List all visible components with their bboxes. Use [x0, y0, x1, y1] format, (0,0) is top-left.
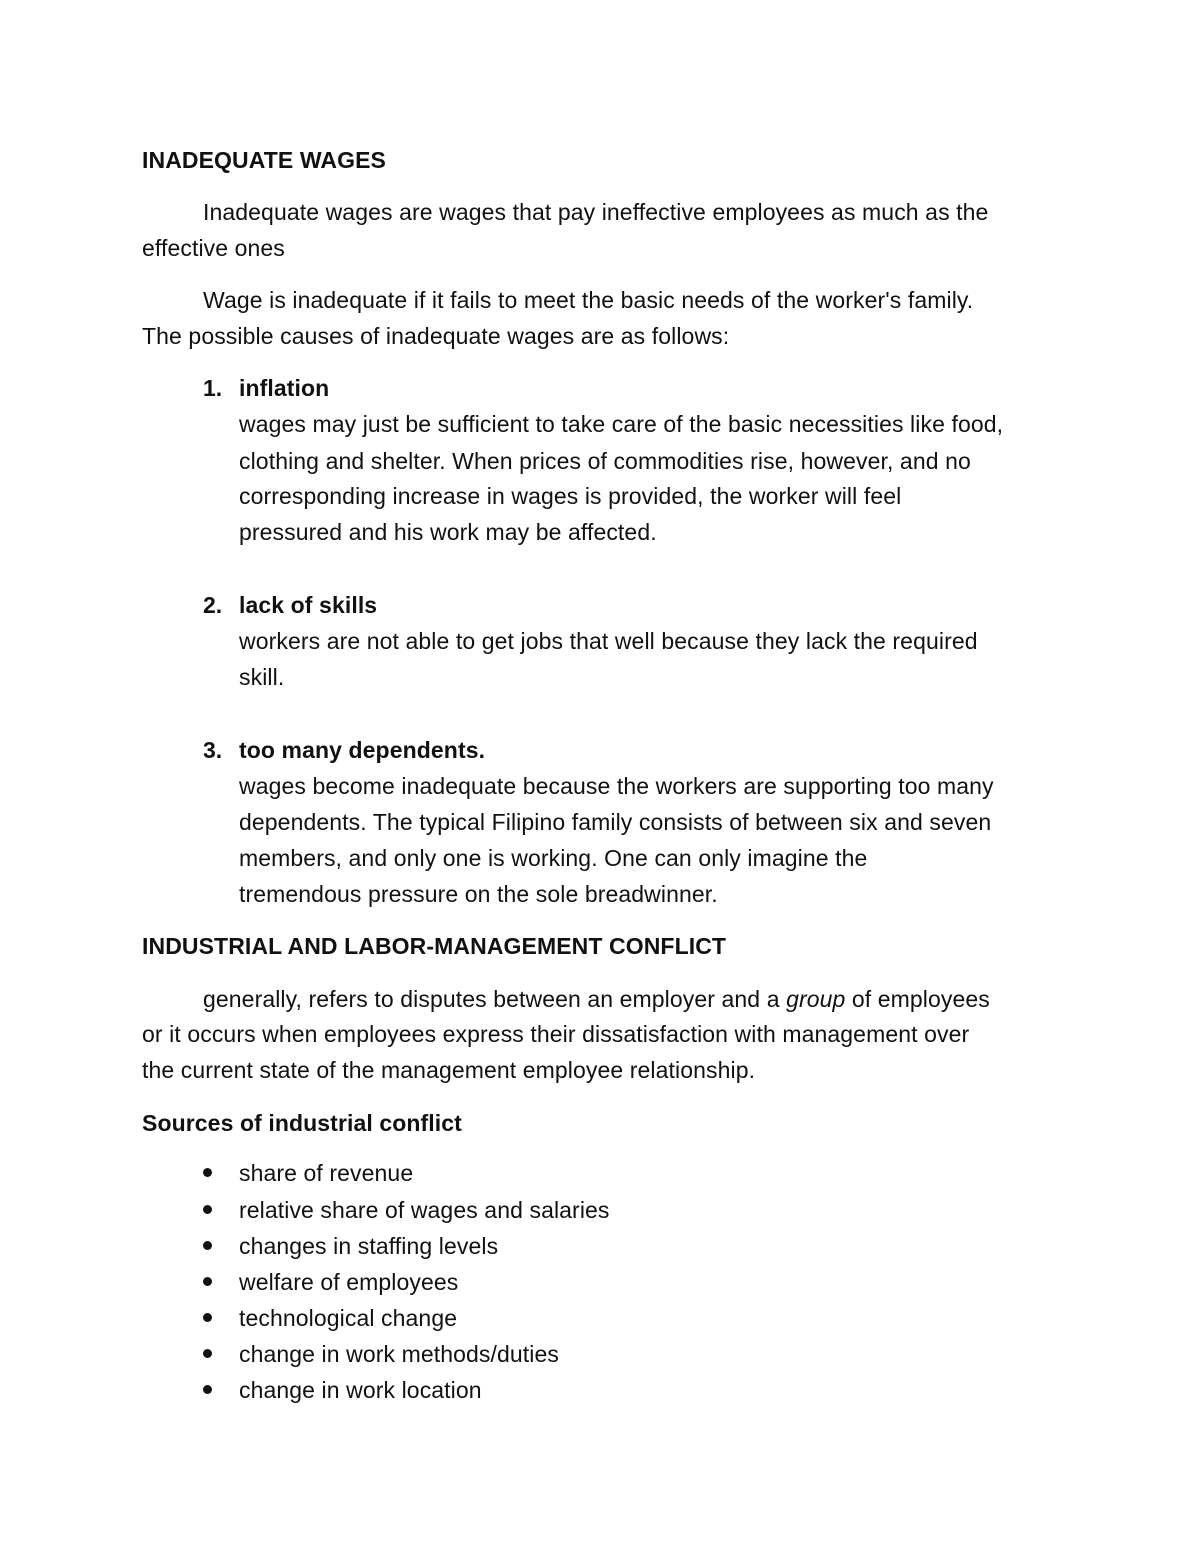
list-number: 2.	[203, 592, 223, 618]
bullet-icon	[203, 1241, 212, 1250]
cause-text-line: dependents. The typical Filipino family consists of between six and seven	[239, 809, 992, 835]
bullet-icon	[203, 1168, 212, 1177]
list-item: welfare of employees	[239, 1269, 459, 1295]
cause-text-line: skill.	[239, 664, 285, 690]
list-item: relative share of wages and salaries	[239, 1197, 610, 1223]
section-heading-inadequate-wages: INADEQUATE WAGES	[142, 147, 386, 173]
cause-text-line: wages may just be sufficient to take care of the basic necessities like food,	[239, 411, 1004, 437]
cause-text-line: wages become inadequate because the workers are supporting too many	[239, 773, 994, 799]
section-heading-industrial-conflict: INDUSTRIAL AND LABOR-MANAGEMENT CONFLICT	[142, 933, 727, 959]
list-number: 3.	[203, 737, 223, 763]
cause-text-line: pressured and his work may be affected.	[239, 519, 657, 545]
bullet-icon	[203, 1313, 212, 1322]
paragraph-line	[203, 984, 990, 1014]
list-item: change in work location	[239, 1377, 482, 1403]
list-item: share of revenue	[239, 1160, 414, 1186]
cause-title: inflation	[239, 375, 330, 401]
cause-title: lack of skills	[239, 592, 378, 618]
bullet-icon	[203, 1277, 212, 1286]
bullet-icon	[203, 1385, 212, 1394]
bullet-icon	[203, 1349, 212, 1358]
paragraph-line: Wage is inadequate if it fails to meet the basic needs of the worker's family.	[203, 287, 974, 313]
cause-title: too many dependents.	[239, 737, 486, 763]
list-number: 1.	[203, 375, 223, 401]
list-item: technological change	[239, 1305, 458, 1331]
paragraph-line: Inadequate wages are wages that pay ineffective employees as much as the	[203, 199, 989, 225]
paragraph-italic-text: group	[786, 986, 846, 1012]
cause-text-line: clothing and shelter. When prices of commodities rise, however, and no	[239, 448, 971, 474]
cause-text-line: members, and only one is working. One can only imagine the	[239, 845, 868, 871]
paragraph-line: or it occurs when employees express their dissatisfaction with management over	[142, 1021, 970, 1047]
cause-text-line: tremendous pressure on the sole breadwinner.	[239, 881, 718, 907]
subheading-sources: Sources of industrial conflict	[142, 1110, 462, 1136]
paragraph-line: The possible causes of inadequate wages are as follows:	[142, 323, 730, 349]
list-item: change in work methods/duties	[239, 1341, 559, 1367]
paragraph-text: generally, refers to disputes between an employer and a	[203, 986, 787, 1012]
paragraph-line: effective ones	[142, 235, 285, 261]
paragraph-text: of employees	[845, 986, 990, 1012]
cause-text-line: corresponding increase in wages is provided, the worker will feel	[239, 483, 902, 509]
bullet-icon	[203, 1205, 212, 1214]
paragraph-line: the current state of the management employee relationship.	[142, 1057, 756, 1083]
cause-text-line: workers are not able to get jobs that well because they lack the required	[239, 628, 978, 654]
list-item: changes in staffing levels	[239, 1233, 499, 1259]
